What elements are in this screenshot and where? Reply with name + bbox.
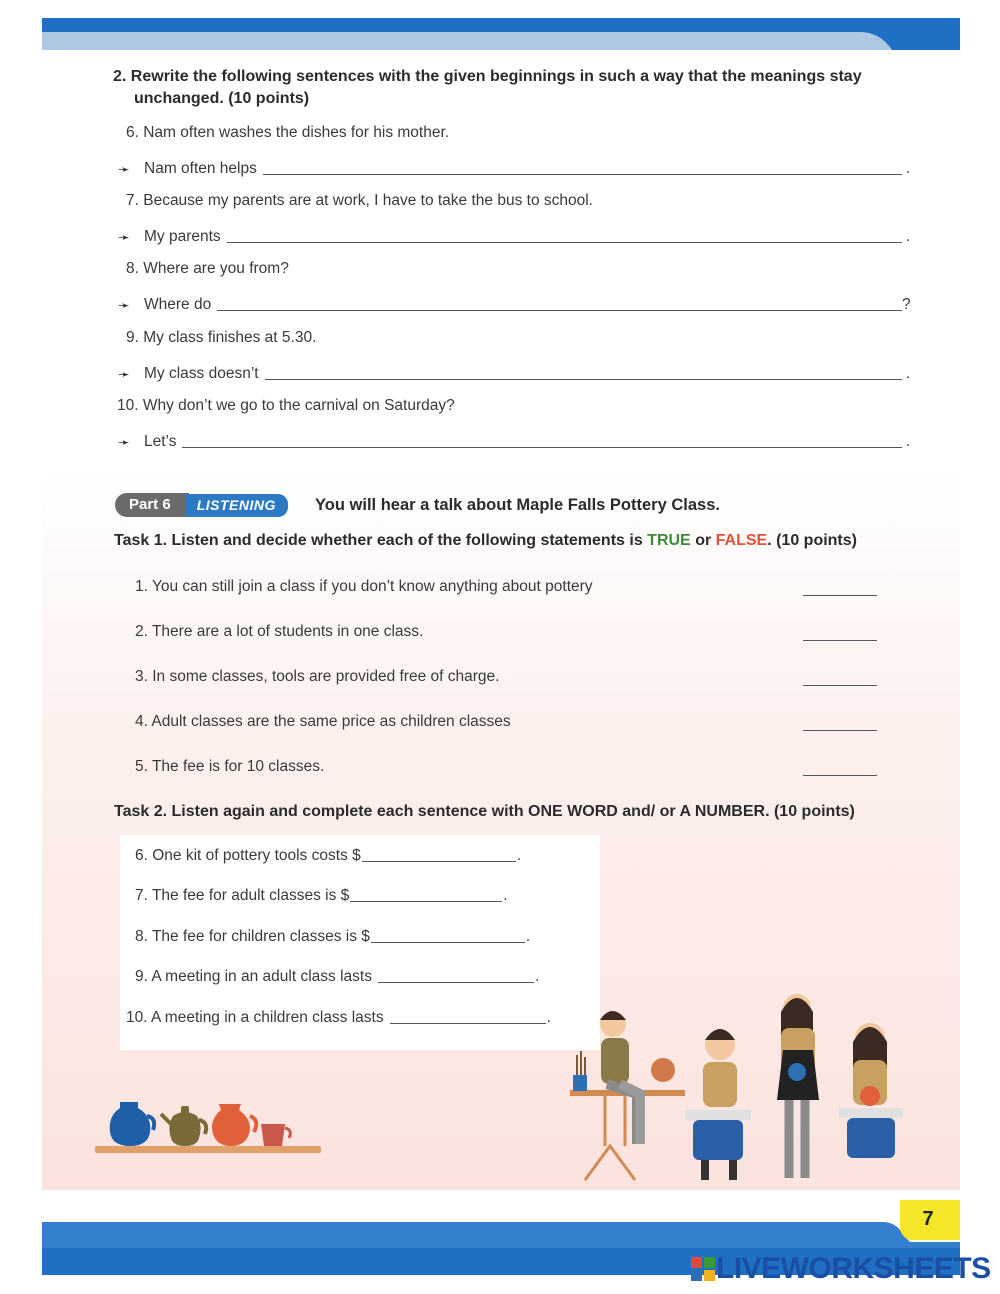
- liveworksheets-logo-icon: [690, 1256, 716, 1282]
- tf-answer-blank[interactable]: [803, 668, 877, 686]
- tf-statement-4: [135, 713, 877, 731]
- statement-text: 3. In some classes, tools are provided free of charge.: [135, 668, 500, 685]
- tf-answer-blank[interactable]: [803, 713, 877, 731]
- part6-badge: [115, 493, 288, 517]
- arrow-icon: ➛: [118, 366, 130, 382]
- statement-text: 1. You can still join a class if you don’t know anything about pottery: [135, 578, 593, 595]
- answer-end: .: [905, 160, 910, 177]
- tf-answer-blank[interactable]: [803, 578, 877, 596]
- answer-end: .: [905, 365, 910, 382]
- tf-answer-blank[interactable]: [803, 623, 877, 641]
- completion-item-10: [126, 1009, 551, 1027]
- completion-end: .: [534, 968, 540, 985]
- answer-lead: Where do: [144, 296, 212, 313]
- task1-title-text: Task 1. Listen and decide whether each of the following statements is: [114, 532, 643, 549]
- task1-title: [114, 532, 857, 550]
- tf-statement-5: [135, 758, 877, 776]
- completion-blank[interactable]: [371, 930, 525, 943]
- statement-text: 4. Adult classes are the same price as children classes: [135, 713, 511, 730]
- answer-end: .: [905, 228, 910, 245]
- section2-title-line1: 2. Rewrite the following sentences with the given beginnings in such a way that the meanings stay: [113, 68, 862, 85]
- completion-end: .: [516, 847, 522, 864]
- rewrite-question-7: 7. Because my parents are at work, I have to take the bus to school.: [126, 192, 593, 209]
- answer-lead: Let’s: [144, 433, 177, 450]
- completion-text: 10. A meeting in a children class lasts: [126, 1009, 384, 1026]
- section2-title: [113, 66, 893, 110]
- answer-blank[interactable]: [263, 162, 902, 175]
- liveworksheets-brand[interactable]: [690, 1254, 991, 1284]
- page-number: 7: [922, 1207, 934, 1230]
- tf-answer-blank[interactable]: [803, 758, 877, 776]
- answer-blank[interactable]: [182, 435, 902, 448]
- arrow-icon: ➛: [118, 434, 130, 450]
- answer-blank[interactable]: [227, 230, 902, 243]
- completion-item-6: [135, 847, 521, 865]
- completion-text: 8. The fee for children classes is $: [135, 928, 370, 945]
- rewrite-answer-6: [118, 158, 910, 178]
- rewrite-question-10: 10. Why don’t we go to the carnival on Saturday?: [117, 397, 455, 414]
- rewrite-answer-8: [118, 294, 910, 314]
- task2-title: Task 2. Listen again and complete each sentence with ONE WORD and/ or A NUMBER. (10 points): [114, 803, 855, 820]
- answer-end: .: [905, 433, 910, 450]
- answer-lead: Nam often helps: [144, 160, 257, 177]
- completion-item-7: [135, 887, 508, 905]
- true-word: TRUE: [647, 532, 691, 549]
- statement-text: 5. The fee is for 10 classes.: [135, 758, 325, 775]
- false-word: FALSE: [715, 532, 768, 549]
- completion-end: .: [546, 1009, 551, 1026]
- answer-lead: My parents: [144, 228, 221, 245]
- pottery-shelf-illustration: [95, 1090, 325, 1160]
- rewrite-answer-7: [118, 226, 910, 246]
- section2-title-line2: unchanged. (10 points): [134, 90, 310, 107]
- rewrite-answer-9: [118, 363, 910, 383]
- tf-statement-2: [135, 623, 877, 641]
- rewrite-question-8: 8. Where are you from?: [126, 260, 289, 277]
- statement-text: 2. There are a lot of students in one class.: [135, 623, 424, 640]
- completion-text: 9. A meeting in an adult class lasts: [135, 968, 372, 985]
- completion-blank[interactable]: [390, 1011, 546, 1024]
- completion-item-9: [135, 968, 539, 986]
- arrow-icon: ➛: [118, 161, 130, 177]
- task1-points: . (10 points): [767, 532, 857, 549]
- completion-end: .: [503, 887, 508, 904]
- rewrite-question-9: 9. My class finishes at 5.30.: [126, 329, 317, 346]
- completion-text: 6. One kit of pottery tools costs $: [135, 847, 361, 864]
- rewrite-answer-10: [118, 431, 910, 451]
- arrow-icon: ➛: [118, 229, 130, 245]
- top-blue-band: [42, 18, 960, 50]
- completion-text: 7. The fee for adult classes is $: [135, 887, 350, 904]
- tf-statement-3: [135, 668, 877, 686]
- answer-end: ?: [902, 296, 911, 313]
- tf-statement-1: [135, 578, 877, 596]
- brand-text: LIVEWORKSHEETS: [716, 1252, 991, 1285]
- completion-blank[interactable]: [362, 849, 516, 862]
- arrow-icon: ➛: [118, 297, 130, 313]
- part-label: Part 6: [115, 493, 189, 517]
- answer-lead: My class doesn’t: [144, 365, 259, 382]
- completion-blank[interactable]: [378, 970, 534, 983]
- answer-blank[interactable]: [217, 298, 902, 311]
- or-word: or: [695, 532, 712, 549]
- completion-item-8: [135, 928, 530, 946]
- part6-intro: You will hear a talk about Maple Falls Pottery Class.: [315, 496, 720, 514]
- completion-blank[interactable]: [350, 889, 502, 902]
- answer-blank[interactable]: [265, 367, 902, 380]
- listening-label: LISTENING: [185, 494, 288, 517]
- rewrite-question-6: 6. Nam often washes the dishes for his mother.: [126, 124, 450, 141]
- completion-end: .: [525, 928, 531, 945]
- potters-illustration: [565, 990, 905, 1190]
